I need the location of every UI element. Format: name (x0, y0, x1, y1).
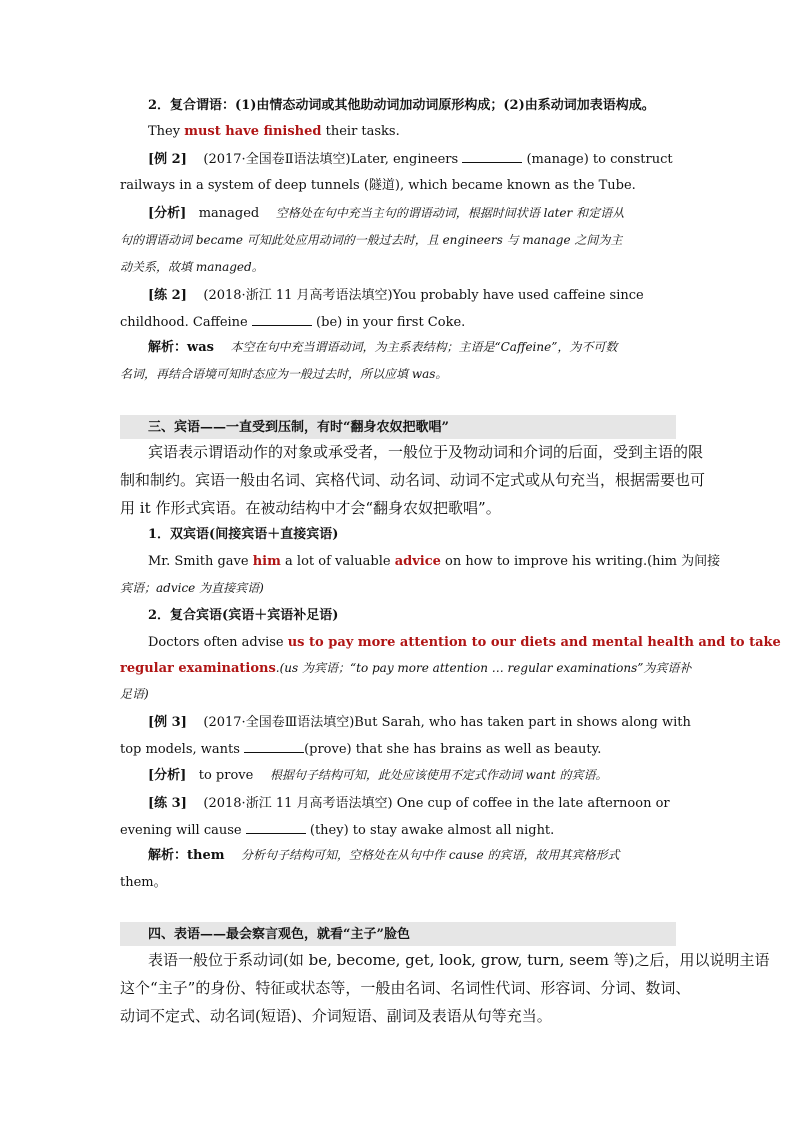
ex2-line2 (120, 660, 692, 677)
example-text: Mr. Smith gave (148, 554, 253, 569)
fx2-line1 (148, 205, 676, 222)
sec3-sub1: 1．双宾语(间接宾语＋直接宾语) (148, 527, 339, 542)
highlight-text: advice (394, 554, 441, 569)
ex1-line2: 宾语；advice 为直接宾语) (120, 581, 264, 595)
lian3-line1 (148, 795, 676, 812)
example-source: (2017·全国卷Ⅱ语法填空)Later, engineers (203, 152, 459, 167)
li2-line1 (148, 150, 676, 168)
section-title: 三、宾语——一直受到压制，有时“翻身农奴把歌唱” (148, 420, 449, 435)
lian3-line2 (120, 821, 676, 839)
lian2-line2 (120, 313, 676, 331)
fx3-line (148, 767, 676, 784)
sec3-intro2: 制和制约。宾语一般由名词、宾格代词、动名词、动词不定式或从句充当，根据需要也可 (120, 471, 706, 489)
practice-text: (they) to stay awake almost all night. (309, 823, 555, 838)
example-text: (prove) that she has brains as well as beauty. (304, 742, 602, 757)
sec4-intro2: 这个“主子”的身份、特征或状态等，一般由名词、名词性代词、形容词、分词、数词、 (120, 979, 691, 997)
explanation-label: 解析：them (148, 848, 225, 863)
sec2-example (148, 123, 676, 140)
analysis-label: [分析] (148, 768, 187, 783)
ex2-line3: 足语) (120, 687, 149, 701)
example-text: a lot of valuable (280, 554, 395, 569)
highlight-text: regular examinations (120, 661, 276, 676)
practice-source: (2018·浙江 11 月高考语法填空)You probably have used caffeine since (203, 288, 644, 303)
example-source: (2017·全国卷Ⅲ语法填空)But Sarah, who has taken part in shows along with (203, 715, 691, 730)
li3-line1 (148, 714, 691, 731)
analysis-answer: managed (198, 206, 260, 221)
analysis-answer: to prove (198, 768, 254, 783)
jx3-line1 (148, 847, 676, 864)
sec4-intro3: 动词不定式、动名词(短语)、介词短语、副词及表语从句等充当。 (120, 1007, 552, 1025)
sec3-intro1: 宾语表示谓语动作的对象或承受者，一般位于及物动词和介词的后面，受到主语的限 (148, 443, 704, 461)
fx2-line3: 动关系，故填 managed。 (120, 260, 264, 274)
sec3-header (120, 415, 676, 439)
practice-label: [练 3] (148, 796, 187, 811)
sec2-heading: 2．复合谓语：(1)由情态动词或其他助动词加动词原形构成；(2)由系动词加表语构成。 (148, 98, 655, 113)
practice-text: childhood. Caffeine (120, 315, 248, 330)
example-label: [例 2] (148, 152, 187, 167)
explanation-label: 解析：was (148, 340, 214, 355)
example-text: Doctors often advise (148, 635, 288, 650)
ex2-line1 (148, 634, 781, 651)
example-text: They (148, 124, 185, 139)
jx2-line1 (148, 339, 676, 356)
answer-blank (246, 821, 306, 834)
highlight-text: must have finished (184, 124, 322, 139)
example-text: top models, wants (120, 742, 240, 757)
jx3-line2: them。 (120, 875, 167, 890)
explanation-text: 分析句子结构可知，空格处在从句中作 cause 的宾语，故用其宾格形式 (241, 848, 620, 862)
ex1-line1 (148, 553, 721, 570)
highlight-text: him (252, 554, 281, 569)
highlight-text: us to pay more attention to our diets and mental health and to take (287, 635, 781, 650)
answer-blank (252, 313, 312, 326)
example-note: .(us 为宾语；“to pay more attention … regular examinations”为宾语补 (275, 661, 692, 675)
example-label: [例 3] (148, 715, 187, 730)
analysis-text: 根据句子结构可知，此处应该使用不定式作动词 want 的宾语。 (269, 768, 608, 782)
jx2-line2: 名词，再结合语境可知时态应为一般过去时，所以应填 was。 (120, 367, 448, 381)
example-text: their tasks. (321, 124, 400, 139)
li2-line2: railways in a system of deep tunnels (隧道), which became known as the Tube. (120, 178, 636, 193)
practice-text: (be) in your first Coke. (316, 315, 466, 330)
practice-text: evening will cause (120, 823, 242, 838)
analysis-label: [分析] (148, 206, 187, 221)
sec4-header (120, 922, 676, 946)
sec3-intro3: 用 it 作形式宾语。在被动结构中才会“翻身农奴把歌唱”。 (120, 499, 501, 517)
section-title: 四、表语——最会察言观色，就看“主子”脸色 (148, 927, 410, 942)
analysis-text: 空格处在句中充当主句的谓语动词，根据时间状语 later 和定语从 (275, 206, 625, 220)
lian2-line1 (148, 287, 676, 304)
practice-source: (2018·浙江 11 月高考语法填空) One cup of coffee in the late afternoon or (203, 796, 670, 811)
fx2-line2: 句的谓语动词 became 可知此处应用动词的一般过去时，且 engineers 与 manage 之间为主 (120, 233, 623, 247)
example-text: (manage) to construct (526, 152, 673, 167)
example-text: on how to improve his writing.(him 为间接 (440, 554, 721, 569)
explanation-text: 本空在句中充当谓语动词，为主系表结构；主语是“Caffeine”，为不可数 (230, 340, 618, 354)
answer-blank (244, 740, 304, 753)
practice-label: [练 2] (148, 288, 187, 303)
sec4-intro1: 表语一般位于系动词(如 be, become, get, look, grow, turn, seem 等)之后，用以说明主语 (148, 951, 770, 969)
li3-line2 (120, 740, 676, 758)
answer-blank (462, 150, 522, 163)
sec3-sub2: 2．复合宾语(宾语＋宾语补足语) (148, 608, 339, 623)
